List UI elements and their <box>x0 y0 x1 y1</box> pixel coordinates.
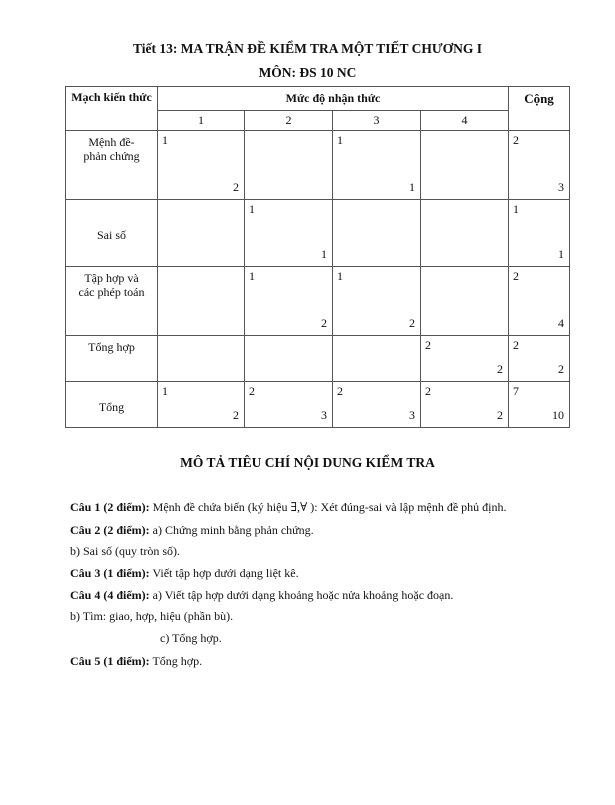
level-cell <box>158 382 245 428</box>
score-value: 2 <box>321 316 327 330</box>
page-subtitle: MÔN: ĐS 10 NC <box>258 65 357 80</box>
row-label: Tổng <box>66 382 158 428</box>
page-title: Tiết 13: MA TRẬN ĐỀ KIỂM TRA MỘT TIẾT CHƯƠNG I <box>132 41 483 56</box>
score-value: 3 <box>558 180 564 194</box>
level-4-header: 4 <box>421 111 509 131</box>
level-cell <box>421 382 509 428</box>
header-levels: Mức độ nhận thức <box>158 87 509 111</box>
question-count: 2 <box>513 338 519 352</box>
total-cell <box>509 336 570 382</box>
level-cell <box>333 382 421 428</box>
matrix-row <box>66 267 570 336</box>
total-cell <box>509 131 570 200</box>
level-1-header: 1 <box>158 111 245 131</box>
question-count: 1 <box>337 269 343 283</box>
question-label: Câu 4 (4 điểm): <box>70 588 150 602</box>
question-count: 1 <box>162 133 168 147</box>
score-value: 4 <box>558 316 564 330</box>
score-value: 1 <box>558 247 564 261</box>
level-cell <box>158 200 245 267</box>
score-value: 2 <box>497 362 503 376</box>
level-cell <box>245 382 333 428</box>
criteria-line <box>70 654 202 669</box>
total-cell <box>509 382 570 428</box>
level-cell <box>333 131 421 200</box>
question-count: 2 <box>425 338 431 352</box>
question-description: b) Tìm: giao, hợp, hiệu (phần bù). <box>70 609 234 623</box>
question-count: 1 <box>162 384 168 398</box>
level-cell <box>158 267 245 336</box>
level-cell <box>245 336 333 382</box>
question-count: 7 <box>513 384 519 398</box>
level-cell <box>245 200 333 267</box>
question-count: 1 <box>513 202 519 216</box>
question-label: Câu 3 (1 điểm): <box>70 566 150 580</box>
score-value: 10 <box>552 408 564 422</box>
header-total: Cộng <box>509 87 570 131</box>
criteria-line <box>70 609 233 624</box>
level-3-header: 3 <box>333 111 421 131</box>
level-cell <box>333 267 421 336</box>
question-count: 2 <box>337 384 343 398</box>
question-description: a) Chứng minh bằng phản chứng. <box>149 523 314 537</box>
level-cell <box>421 267 509 336</box>
level-cell <box>158 336 245 382</box>
criteria-line <box>70 544 180 559</box>
row-label: Sai số <box>66 200 158 267</box>
question-label: Câu 2 (2 điểm): <box>70 523 150 537</box>
score-value: 2 <box>409 316 415 330</box>
question-count: 1 <box>249 202 255 216</box>
question-count: 1 <box>337 133 343 147</box>
criteria-line <box>160 631 222 646</box>
question-description: c) Tổng hợp. <box>160 631 222 645</box>
question-count: 2 <box>249 384 255 398</box>
header-topic: Mạch kiến thức <box>66 87 158 131</box>
score-value: 2 <box>558 362 564 376</box>
row-label: Tập hợp và các phép toán <box>66 267 158 336</box>
criteria-title: MÔ TẢ TIÊU CHÍ NỘI DUNG KIỂM TRA <box>180 455 435 470</box>
matrix-row <box>66 336 570 382</box>
question-label: Câu 1 (2 điểm): <box>70 500 150 514</box>
question-count: 2 <box>513 269 519 283</box>
criteria-line <box>70 523 314 538</box>
level-cell <box>333 336 421 382</box>
level-cell <box>245 267 333 336</box>
question-count: 1 <box>249 269 255 283</box>
row-label: Tổng hợp <box>66 336 158 382</box>
total-cell <box>509 200 570 267</box>
score-value: 1 <box>409 180 415 194</box>
level-cell <box>333 200 421 267</box>
question-description: Mệnh đề chứa biến (ký hiệu ∃,∀ ): Xét đúng-sai và lập mệnh đề phủ định. <box>149 500 507 514</box>
question-description: Tổng hợp. <box>149 654 203 668</box>
level-2-header: 2 <box>245 111 333 131</box>
level-cell <box>158 131 245 200</box>
score-value: 3 <box>321 408 327 422</box>
question-description: b) Sai số (quy tròn số). <box>70 544 180 558</box>
assessment-matrix-table <box>65 86 570 428</box>
question-count: 2 <box>425 384 431 398</box>
criteria-line <box>70 566 299 581</box>
matrix-row <box>66 131 570 200</box>
score-value: 2 <box>233 408 239 422</box>
level-cell <box>421 131 509 200</box>
question-description: Viết tập hợp dưới dạng liệt kê. <box>149 566 299 580</box>
level-cell <box>421 200 509 267</box>
matrix-row <box>66 382 570 428</box>
row-label: Mệnh đề- phản chứng <box>66 131 158 200</box>
question-description: a) Viết tập hợp dưới dạng khoảng hoặc nửa khoảng hoặc đoạn. <box>149 588 454 602</box>
score-value: 2 <box>497 408 503 422</box>
matrix-row <box>66 200 570 267</box>
level-cell <box>421 336 509 382</box>
question-label: Câu 5 (1 điểm): <box>70 654 150 668</box>
total-cell <box>509 267 570 336</box>
score-value: 2 <box>233 180 239 194</box>
score-value: 1 <box>321 247 327 261</box>
score-value: 3 <box>409 408 415 422</box>
criteria-line <box>70 588 453 603</box>
level-cell <box>245 131 333 200</box>
question-count: 2 <box>513 133 519 147</box>
criteria-line <box>70 500 507 515</box>
